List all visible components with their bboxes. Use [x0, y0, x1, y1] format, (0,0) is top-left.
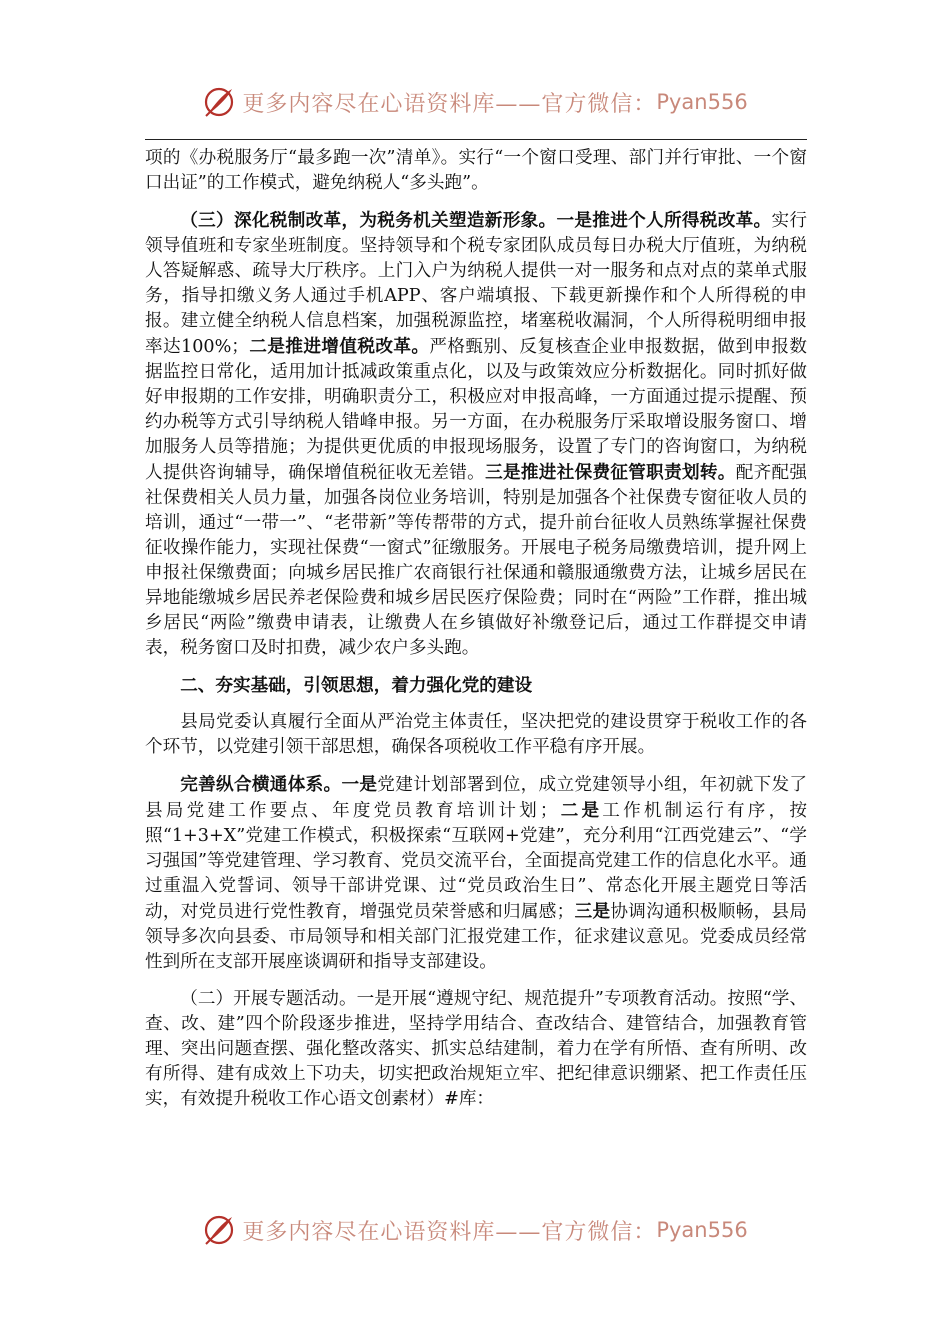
- point-1-label: 一是推进个人所得税改革。: [556, 210, 772, 231]
- item-3-text: 协调沟通积极顺畅，县局领导多次向县委、市局领导和相关部门汇报党建工作，征求建议意见。党委成员经常性到所在支部开展座谈调研和指导支部建设。: [145, 902, 807, 972]
- item-1-text: 党建计划部署到位，成立党建领导小组，年初就下发了县局党建工作要点、年度党员教育培训计划；: [145, 775, 807, 821]
- item-2-text: 工作机制运行有序，按照“1+3+X”党建工作模式，积极探索“互联网+党建”，充分利用“江西党建云”、“学习强国”等党建管理、学习教育、党员交流平台，全面提高党建工作的信息化水平。通过重温入党誓词、领导干部讲党课、过“党员政治生日”、常态化开展主题党日等活动，对党员进行党性教育，增强党员荣誉感和归属感；: [145, 801, 807, 922]
- paragraph-4: [145, 772, 807, 975]
- banner-wechat-id: Pyan556: [656, 90, 748, 114]
- paragraph-2: [145, 208, 807, 661]
- point-2-label: 二是推进增值税改革。: [248, 336, 430, 357]
- paragraph-1: 项的《办税服务厅“最多跑一次”清单》。实行“一个窗口受理、部门并行审批、一个窗口出证”的工作模式，避免纳税人“多头跑”。: [145, 148, 807, 193]
- point-1-text: 实行领导值班和专家坐班制度。坚持领导和个税专家团队成员每日办税大厅值班，为纳税人答疑解惑、疏导大厅秩序。上门入户为纳税人提供一对一服务和点对点的菜单式服务，指导扣缴义务人通过手机APP、客户端填报、下载更新操作和个人所得税的申报。建立健全纳税人信息档案，加强税源监控，堵塞税收漏洞，个人所得税明细申报率达100%；: [145, 211, 807, 357]
- point-3-label: 三是推进社保费征管职责划转。: [485, 462, 736, 483]
- item-2-label: 二是: [557, 800, 603, 821]
- subsection-heading: 完善纵合横通体系。: [180, 774, 342, 795]
- item-1-label: 一是: [341, 774, 378, 795]
- paragraph-5: （二）开展专题活动。一是开展“遵规守纪、规范提升”专项教育活动。按照“学、查、改、建”四个阶段逐步推进，坚持学用结合、查改结合、建管结合，加强教育管理、突出问题查摆、强化整改落实、抓实总结建制，着力在学有所悟、查有所明、改有所得、建有成效上下功夫，切实把政治规矩立牢、把纪律意识绷紧、把工作责任压实，有效提升税收工作心语文创素材）#库：: [145, 989, 807, 1109]
- section-heading-3: （三）深化税制改革，为税务机关塑造新形象。: [180, 210, 557, 231]
- header-watermark-banner: [0, 82, 950, 122]
- chapter-heading-2: 二、夯实基础，引领思想，着力强化党的建设: [180, 675, 533, 696]
- footer-watermark-banner: [0, 1210, 950, 1250]
- banner-wechat-id: Pyan556: [656, 1218, 748, 1242]
- paragraph-3: 县局党委认真履行全面从严治党主体责任，坚决把党的建设贯穿于税收工作的各个环节，以党建引领干部思想，确保各项税收工作平稳有序开展。: [145, 712, 807, 757]
- point-3-text: 配齐配强社保费相关人员力量，加强各岗位业务培训，特别是加强各个社保费专窗征收人员的培训，通过“一带一”、“老带新”等传帮带的方式，提升前台征收人员熟练掌握社保费征收操作能力，实现社保费“一窗式”征缴服务。开展电子税务局缴费培训，提升网上申报社保缴费面；向城乡居民推广农商银行社保通和赣服通缴费方法，让城乡居民在异地能缴城乡居民养老保险费和城乡居民医疗保险费；同时在“两险”工作群，推出城乡居民“两险”缴费申请表，让缴费人在乡镇做好补缴登记后，通过工作群提交申请表，税务窗口及时扣费，减少农户多头跑。: [145, 463, 807, 658]
- quill-pen-icon: [202, 1213, 236, 1247]
- banner-text: 更多内容尽在心语资料库——官方微信：: [242, 91, 657, 117]
- item-3-label: 三是: [574, 901, 611, 922]
- banner-text: 更多内容尽在心语资料库——官方微信：: [242, 1219, 657, 1245]
- quill-pen-icon: [202, 85, 236, 119]
- point-2-text: 严格甄别、反复核查企业申报数据，做到申报数据监控日常化，适用加计抵减政策重点化，以及与政策效应分析数据化。同时抓好做好申报期的工作安排，明确职责分工，积极应对申报高峰，一方面通过提示提醒、预约办税等方式引导纳税人错峰申报。另一方面，在办税服务厅采取增设服务窗口、增加服务人员等措施；为提供更优质的申报现场服务，设置了专门的咨询窗口，为纳税人提供咨询辅导，确保增值税征收无差错。: [145, 337, 807, 483]
- document-body: [145, 146, 807, 1124]
- header-rule: [145, 139, 807, 140]
